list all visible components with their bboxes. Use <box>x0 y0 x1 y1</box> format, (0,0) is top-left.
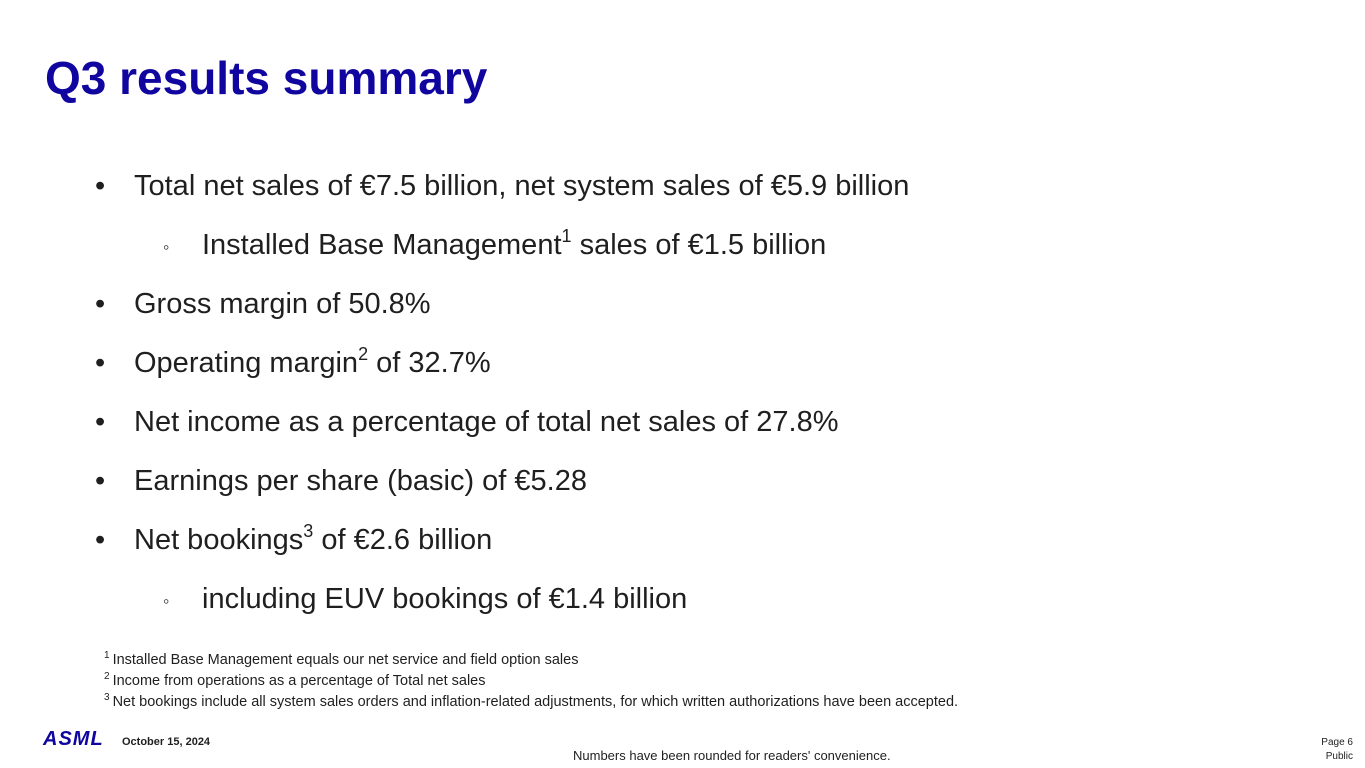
bullet-text <box>134 345 491 381</box>
bullet-text-part: of 32.7% <box>368 347 491 379</box>
bullet-marker: • <box>95 406 106 438</box>
footnote-text: Income from operations as a percentage of Total net sales <box>112 673 486 689</box>
bullet-text: Gross margin of 50.8% <box>134 288 431 320</box>
bullet-text: Earnings per share (basic) of €5.28 <box>134 465 587 497</box>
bullet-text-part: Net bookings <box>134 524 304 556</box>
footnotes <box>104 650 958 713</box>
presentation-date: October 15, 2024 <box>122 736 211 748</box>
footnote <box>104 692 958 713</box>
footnote-text: Installed Base Management equals our net service and field option sales <box>112 652 579 668</box>
bullet-text <box>134 522 492 558</box>
bullet-text: Net income as a percentage of total net sales of 27.8% <box>134 406 839 438</box>
footnote-text: Net bookings include all system sales orders and inflation-related adjustments, for which written authorizations have been accepted. <box>112 694 959 710</box>
rounding-note: Numbers have been rounded for readers' convenience. <box>573 748 891 763</box>
bullet-text: Total net sales of €7.5 billion, net system sales of €5.9 billion <box>134 170 910 202</box>
footnote-ref: 2 <box>358 344 369 364</box>
bullet-text-part: sales of €1.5 billion <box>571 229 827 261</box>
bullet-text-part: Operating margin <box>134 347 359 379</box>
sub-bullet-marker: ◦ <box>163 237 170 257</box>
bullet-text-part: Installed Base Management <box>202 229 562 261</box>
bullet-marker: • <box>95 347 106 379</box>
footnote <box>104 650 958 671</box>
footnote-number: 3 <box>104 692 110 703</box>
sub-bullet-marker: ◦ <box>163 591 170 611</box>
bullet-marker: • <box>95 288 106 320</box>
bullet-marker: • <box>95 170 106 202</box>
footnote-ref: 3 <box>303 521 314 541</box>
footnote-number: 1 <box>104 650 110 661</box>
slide-title: Q3 results summary <box>45 52 488 104</box>
page-number: Page 6 <box>1321 737 1353 748</box>
bullet-text-part: of €2.6 billion <box>313 524 493 556</box>
bullet-text: including EUV bookings of €1.4 billion <box>202 583 688 615</box>
bullet-text <box>202 227 826 263</box>
bullet-marker: • <box>95 465 106 497</box>
asml-logo: ASML <box>43 728 104 750</box>
footnote-ref: 1 <box>561 226 572 246</box>
footnote-number: 2 <box>104 671 110 682</box>
bullet-marker: • <box>95 524 106 556</box>
classification-label: Public <box>1325 751 1353 762</box>
footnote <box>104 671 958 692</box>
